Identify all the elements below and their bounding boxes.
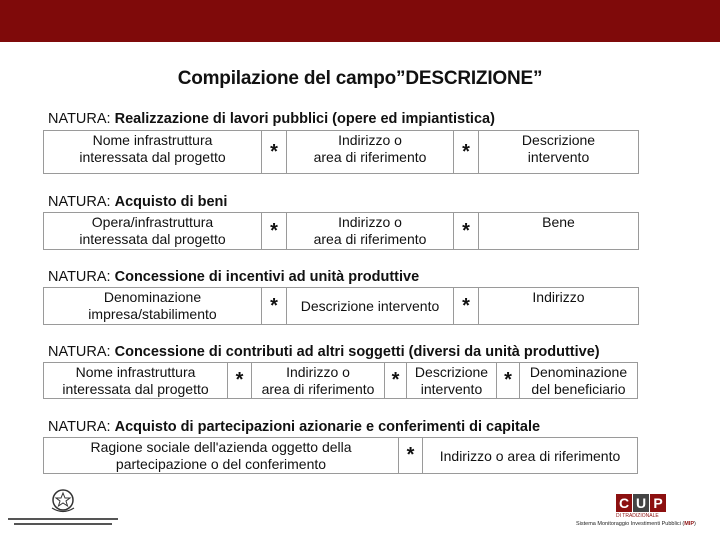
separator-star: *	[228, 363, 252, 399]
natura-name: Realizzazione di lavori pubblici (opere ed impiantistica)	[114, 111, 495, 127]
logo-caption-line	[8, 518, 118, 520]
natura-name: Concessione di incentivi ad unità produttive	[114, 269, 420, 285]
field-cell: Indirizzo o area di riferimento	[287, 131, 454, 174]
fields-table-5	[43, 437, 638, 474]
field-cell: Opera/infrastruttura interessata dal progetto	[44, 213, 262, 250]
separator-star: *	[399, 438, 423, 474]
cup-caption: Sistema Monitoraggio Investimenti Pubblici (MIP)	[576, 521, 696, 527]
separator-star: *	[454, 213, 479, 250]
field-cell: Indirizzo o area di riferimento	[252, 363, 385, 399]
field-cell: Nome infrastruttura interessata dal progetto	[44, 363, 228, 399]
separator-star: *	[262, 213, 287, 250]
cup-subtitle: DI TRADIZIONALE	[616, 513, 659, 519]
fields-table-4	[43, 362, 638, 399]
field-cell: Indirizzo	[479, 288, 639, 325]
field-cell: Indirizzo o area di riferimento	[423, 438, 638, 474]
field-cell: Denominazione del beneficiario	[520, 363, 638, 399]
field-cell: Descrizione intervento	[287, 288, 454, 325]
emblem-icon	[46, 488, 80, 514]
logo-caption-line	[14, 523, 112, 525]
natura-heading-4	[48, 344, 600, 360]
natura-heading-1	[48, 111, 495, 127]
natura-heading-3	[48, 269, 419, 285]
cup-letter: P	[650, 494, 666, 512]
separator-star: *	[262, 288, 287, 325]
fields-table-3	[43, 287, 639, 325]
natura-name: Acquisto di partecipazioni azionarie e conferimenti di capitale	[114, 419, 541, 435]
cup-letter: C	[616, 494, 632, 512]
natura-name: Acquisto di beni	[114, 194, 228, 210]
separator-star: *	[497, 363, 520, 399]
natura-prefix: NATURA:	[48, 269, 115, 285]
natura-prefix: NATURA:	[48, 111, 115, 127]
ministry-logo	[8, 488, 118, 528]
field-cell: Descrizione intervento	[407, 363, 497, 399]
field-cell: Denominazione impresa/stabilimento	[44, 288, 262, 325]
field-cell: Ragione sociale dell'azienda oggetto della partecipazione o del conferimento	[44, 438, 399, 474]
page-title: Compilazione del campo”DESCRIZIONE”	[177, 68, 543, 89]
natura-prefix: NATURA:	[48, 344, 115, 360]
natura-prefix: NATURA:	[48, 419, 115, 435]
separator-star: *	[385, 363, 407, 399]
separator-star: *	[454, 288, 479, 325]
top-banner	[0, 0, 720, 42]
field-cell: Indirizzo o area di riferimento	[287, 213, 454, 250]
separator-star: *	[454, 131, 479, 174]
natura-prefix: NATURA:	[48, 194, 115, 210]
field-cell: Bene	[479, 213, 639, 250]
cup-letter: U	[633, 494, 649, 512]
field-cell: Nome infrastruttura interessata dal progetto	[44, 131, 262, 174]
field-cell: Descrizione intervento	[479, 131, 639, 174]
fields-table-1	[43, 130, 639, 174]
natura-heading-5	[48, 419, 540, 435]
separator-star: *	[262, 131, 287, 174]
fields-table-2	[43, 212, 639, 250]
natura-name: Concessione di contributi ad altri soggetti (diversi da unità produttive)	[114, 344, 600, 360]
natura-heading-2	[48, 194, 227, 210]
